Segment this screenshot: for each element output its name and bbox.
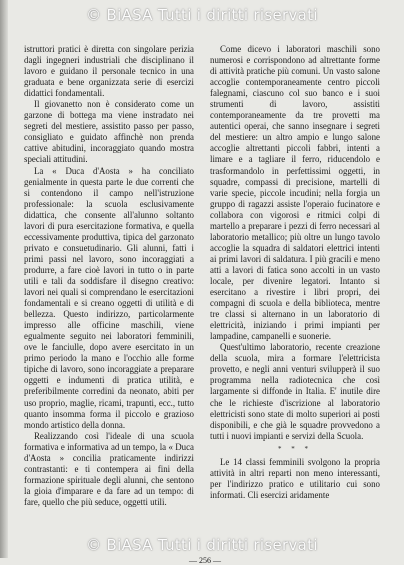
paragraph: Quest'ultimo laboratorio, recente creazione della scuola, mira a formare l'elettricista provetto, e negli anni venturi svilupperà il suo programma nella radiotecnica che così largamente si diffonde in Italia. E' inutile dire che le richieste d'iscrizione al laboratorio elettricisti sono state di molto superiori ai posti disponibili, e che già le squadre provvedono a tutti i nuovi impianti e servizi della Scuola. (210, 342, 380, 441)
right-column (210, 44, 380, 501)
paragraph: La « Duca d'Aosta » ha conciliato genialmente in questa parte le due correnti che si contendono il campo nell'istruzione professionale: la scuola esclusivamente didattica, che consente all'alunno soltanto lavori di pura esercitazione formativa, e quella eccessivamente produttiva, tipica del garzonato privato e consuetudinario. Gli alunni, fatti i primi passi nel lavoro, sono incoraggiati a produrre, a fare cioè lavori in tutto o in parte utili e tali da soddisfare il disegno creativo: lavori nei quali si comprendano le esercitazioni fondamentali e si creano oggetti di utilità e di bellezza. Questo indirizzo, particolarmente impresso alle officine maschili, viene egualmente seguito nei laboratori femminili, ove le fanciulle, dopo avere esercitato in un primo periodo la mano e l'occhio alle forme tipiche di lavoro, sono incoraggiate a preparare oggetti e indumenti di pratica utilità, e preferibilmente corredini da neonato, abiti per uso proprio, maglie, ricami, trapunti, ecc., tutto quanto insomma forma il piccolo e grazioso mondo artistico della donna. (24, 165, 194, 430)
paragraph: Realizzando così l'ideale di una scuola formativa e informativa ad un tempo, la « Duca d'Aosta » concilia praticamente indirizzi contrastanti: e ti contempera ai fini della formazione spirituale degli alunni, che sentono la gioia d'imparare e da fare ad un tempo: di fare, quello che più seduce, oggetti utili. (24, 430, 194, 507)
page-number: — 256 — (189, 556, 221, 565)
left-column (24, 44, 194, 508)
scan-edge-shadow (0, 0, 8, 558)
watermark-bottom: © BiASA Tutti i diritti riservati (86, 536, 318, 554)
watermark-top: © BiASA Tutti i diritti riservati (86, 6, 318, 24)
paragraph: Le 14 classi femminili svolgono la propria attività in altri reparti non meno interessanti, per l'indirizzo pratico e utilitario cui sono informati. Cli esercizi aridamente (210, 456, 380, 500)
section-separator: * * * (278, 444, 312, 453)
paragraph: Il giovanetto non è considerato come un garzone di bottega ma viene instradato nei segreti del mestiere, assistito passo per passo, consigliato e guidato affinchè non prenda cattive abitudini, incoraggiato quando mostra speciali attitudini. (24, 99, 194, 165)
paragraph: istruttori pratici è diretta con singolare perizia dagli ingegneri industriali che disciplinano il lavoro e guidano il personale tecnico in una graduata e bene organizzata serie di esercizi didattici fondamentali. (24, 44, 194, 99)
paragraph: Come dicevo i laboratori maschili sono numerosi e corrispondono ad altrettante forme di attività pratiche più comuni. Un vasto salone accoglie contemporaneamente centro piccoli falegnami, ciascuno col suo banco e i suoi strumenti di lavoro, assistiti contemporaneamente da tre provetti ma autentici operai, che sanno insegnare i segreti del mestiere: un altro ampio e lungo salone accoglie altrettanti piccoli fabbri, intenti a limare e a tagliare il ferro, riducendolo e trasformandolo in perfettissimi oggetti, in squadre, compassi di precisione, martelli di varie specie, piccole incudini; nella forgia un gruppo di ragazzi assiste l'operaio fucinatore e collabora con vigorosi e ritmici colpi di martello a preparare i pezzi di ferro necessari al laboratorio metallico; più oltre un lungo tavolo accoglie la squadra di saldatori elettrici intenti ai primi lavori di saldatura. I più gracili e meno atti a lavori di fatica sono accolti in un vasto locale, per divenire legatori. Intanto si esercitano a rivestire i libri propri, dei compagni di scuola e della biblioteca, mentre tre classi si alternano in un laboratorio di elettricità, iniziando i primi impianti per lampadine, campanelli e suonerie. (210, 44, 380, 342)
